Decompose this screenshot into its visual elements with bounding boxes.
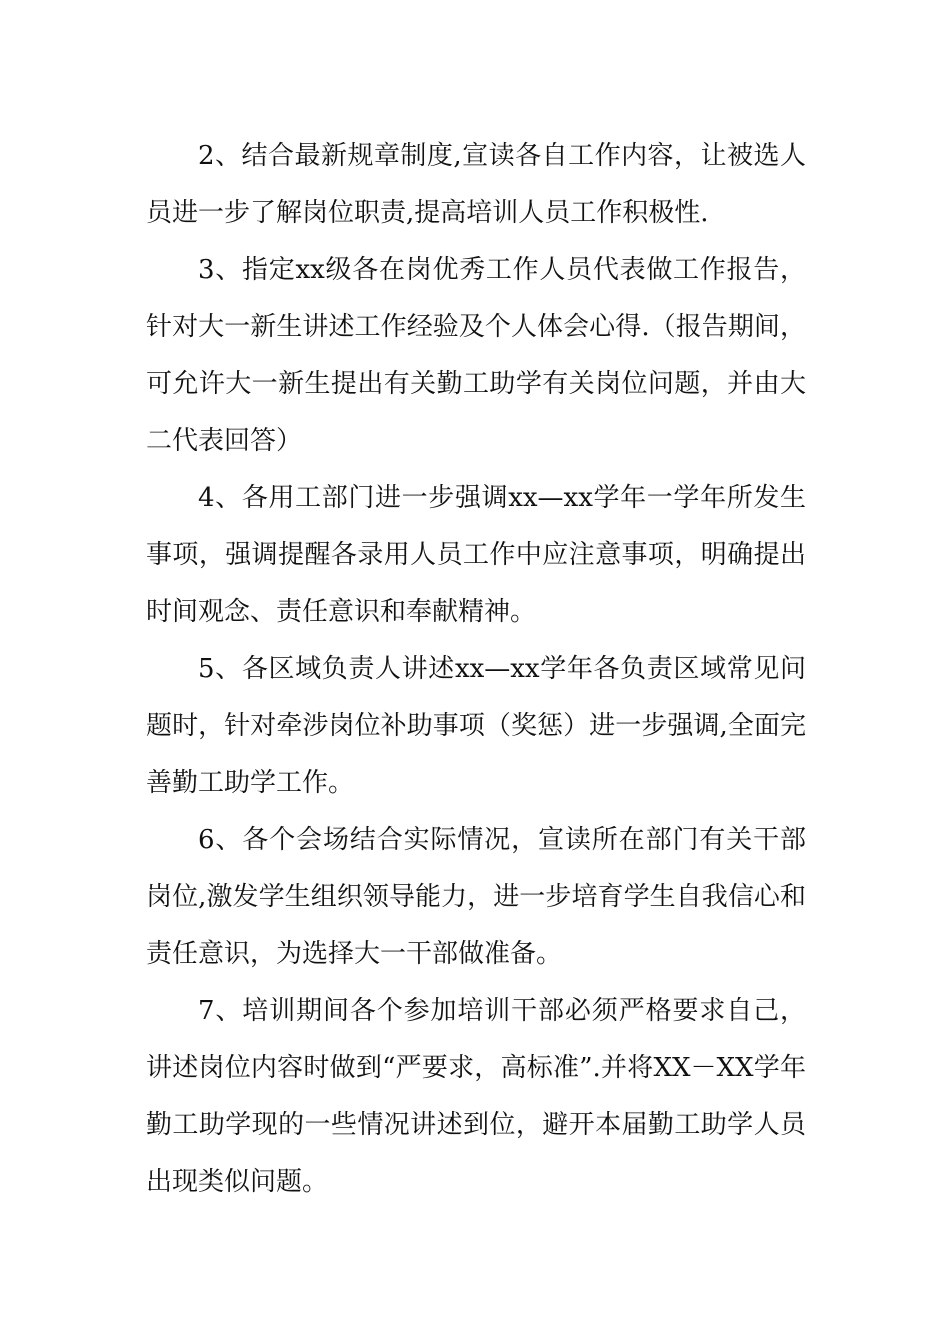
paragraph-item-3: 3、指定xx级各在岗优秀工作人员代表做工作报告，针对大一新生讲述工作经验及个人体会心得.（报告期间，可允许大一新生提出有关勤工助学有关岗位问题，并由大二代表回答） — [146, 255, 806, 456]
paragraph-item-4: 4、各用工部门进一步强调xx—xx学年一学年所发生事项，强调提醒各录用人员工作中应注意事项，明确提出时间观念、责任意识和奉献精神。 — [146, 483, 806, 627]
paragraph-item-2: 2、结合最新规章制度,宣读各自工作内容，让被选人员进一步了解岗位职责,提高培训人员工作积极性. — [146, 141, 806, 228]
paragraph-item-7: 7、培训期间各个参加培训干部必须严格要求自己，讲述岗位内容时做到“严要求，高标准”.并将XX－XX学年勤工助学现的一些情况讲述到位，避开本届勤工助学人员出现类似问题。 — [146, 996, 806, 1197]
document-body — [146, 128, 806, 1211]
paragraph-item-5: 5、各区域负责人讲述xx—xx学年各负责区域常见问题时，针对牵涉岗位补助事项（奖惩）进一步强调,全面完善勤工助学工作。 — [146, 654, 806, 798]
paragraph-item-6: 6、各个会场结合实际情况，宣读所在部门有关干部岗位,激发学生组织领导能力，进一步培育学生自我信心和责任意识，为选择大一干部做准备。 — [146, 825, 806, 969]
